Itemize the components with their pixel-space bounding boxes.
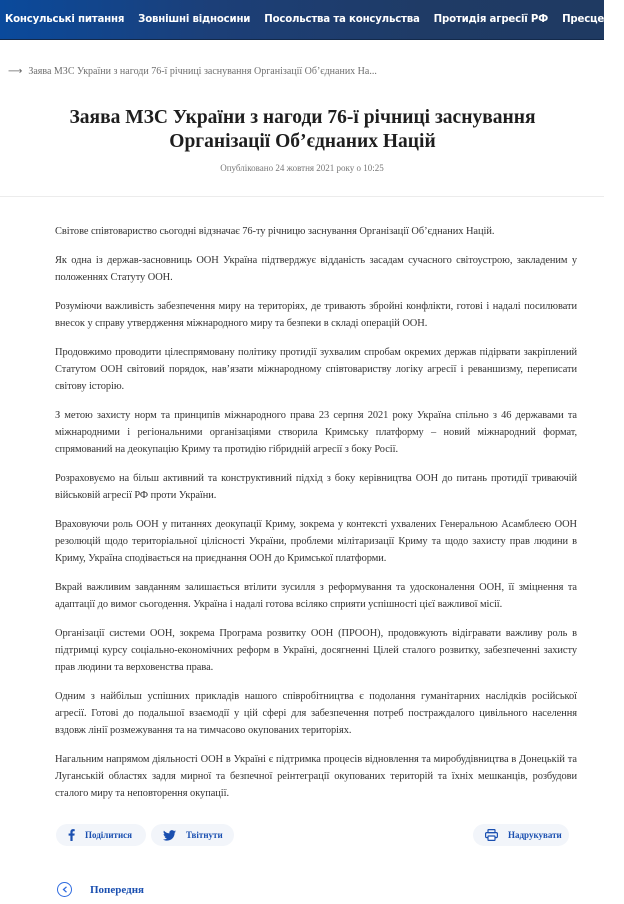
article-paragraph: Організації системи ООН, зокрема Програма розвитку ООН (ПРООН), продовжують відігравати важливу роль в підтримці курсу соціально-економічних реформ в Україні, досягненні Цілей сталого розвитку, забезпеченні захисту прав людини та верховенства права. — [55, 628, 577, 673]
tweet-label: Твітнути — [186, 830, 223, 840]
article-paragraph: Розраховуємо на більш активний та конструктивний підхід з боку керівництва ООН до питань протидії триваючій військовій агресії РФ проти України. — [55, 473, 577, 501]
print-label: Надрукувати — [508, 830, 562, 840]
breadcrumb — [8, 66, 377, 77]
nav-item-press-center[interactable]: Пресцентр — [562, 14, 624, 25]
previous-link[interactable] — [57, 882, 144, 897]
top-navigation — [0, 0, 624, 40]
breadcrumb-current: Заява МЗС України з нагоди 76-ї річниці заснування Організації Об’єднаних На... — [28, 66, 377, 77]
nav-item-foreign-relations[interactable]: Зовнішні відносини — [138, 14, 251, 25]
nav-item-consular[interactable]: Консульські питання — [5, 14, 125, 25]
facebook-icon — [68, 829, 75, 841]
facebook-share-button[interactable] — [56, 824, 146, 846]
share-actions — [0, 824, 604, 846]
nav-item-embassies[interactable]: Посольства та консульства — [264, 14, 420, 25]
article-body — [55, 223, 577, 802]
article-paragraph: З метою захисту норм та принципів міжнародного права 23 серпня 2021 року Україна спільно з 46 державами та міжнародними і регіональними організаціями створила Кримську платформу – новий міжнародний формат, спрямований на деокупацію Криму та протидію гібридній агресії з боку Росії. — [55, 410, 577, 455]
divider — [0, 196, 604, 197]
article-paragraph: Розуміючи важливість забезпечення миру на територіях, де тривають збройні конфлікти, готові і надалі посилювати внесок у справу утвердження міжнародного миру та безпеки в складі операцій ООН. — [55, 301, 577, 329]
tweet-button[interactable] — [151, 824, 234, 846]
article-paragraph: Одним з найбільш успішних прикладів нашого співробітництва є подолання гуманітарних наслідків російської агресії. Готові до подальшої взаємодії у цій сфері для забезпечення потреб постраждалого цивільного населення вздовж лінії розмежування та на тимчасово окупованих територіях. — [55, 691, 577, 736]
article-paragraph: Продовжимо проводити цілеспрямовану політику протидії зухвалим спробам окремих держав підірвати закріплений Статутом ООН світовий порядок, нав’язати міжнародному співтовариству логіку агресії і реваншизму, переписати світову історію. — [55, 347, 577, 392]
nav-item-counter-aggression[interactable]: Протидія агресії РФ — [433, 14, 549, 25]
published-date: Опубліковано 24 жовтня 2021 року о 10:25 — [220, 163, 384, 173]
page-title: Заява МЗС України з нагоди 76-ї річниці заснування Організації Об’єднаних Націй — [69, 107, 536, 152]
article-paragraph: Нагальним напрямом діяльності ООН в Україні є підтримка процесів відновлення та миробудівництва в Донецькій та Луганській областях задля мирної та безпечної реінтеграції окупованих територій та їхніх мешканців, розбудови сталого миру та неповторення окупації. — [55, 754, 577, 799]
print-button[interactable] — [473, 824, 569, 846]
article-paragraph: Як одна із держав-засновниць ООН Україна підтверджує відданість засадам сучасного світоустрою, закладеним у положеннях Статуту ООН. — [55, 255, 577, 283]
previous-label: Попередня — [90, 883, 144, 896]
article-paragraph: Вкрай важливим завданням залишається втілити зусилля з реформування та удосконалення ООН, її зміцнення та адаптації до вимог сьогодення. Україна і надалі готова всіляко сприяти успішності цієї важливої місії. — [55, 582, 577, 610]
twitter-icon — [163, 830, 176, 841]
article-paragraph: Враховуючи роль ООН у питаннях деокупації Криму, зокрема у контексті ухвалених Генеральною Асамблеєю ООН резолюцій щодо територіальної цілісності України, проблеми мілітаризації Криму та щодо захисту прав людини в Криму, Україна сподівається на приєднання ООН до Кримської платформи. — [55, 519, 577, 564]
article-paragraph: Світове співтовариство сьогодні відзначає 76-ту річницю заснування Організації Об’єднаних Націй. — [55, 226, 495, 237]
printer-icon — [485, 829, 498, 841]
arrow-right-icon: ⟶ — [8, 66, 23, 77]
facebook-share-label: Поділитися — [85, 830, 132, 840]
chevron-left-circle-icon — [57, 882, 72, 897]
